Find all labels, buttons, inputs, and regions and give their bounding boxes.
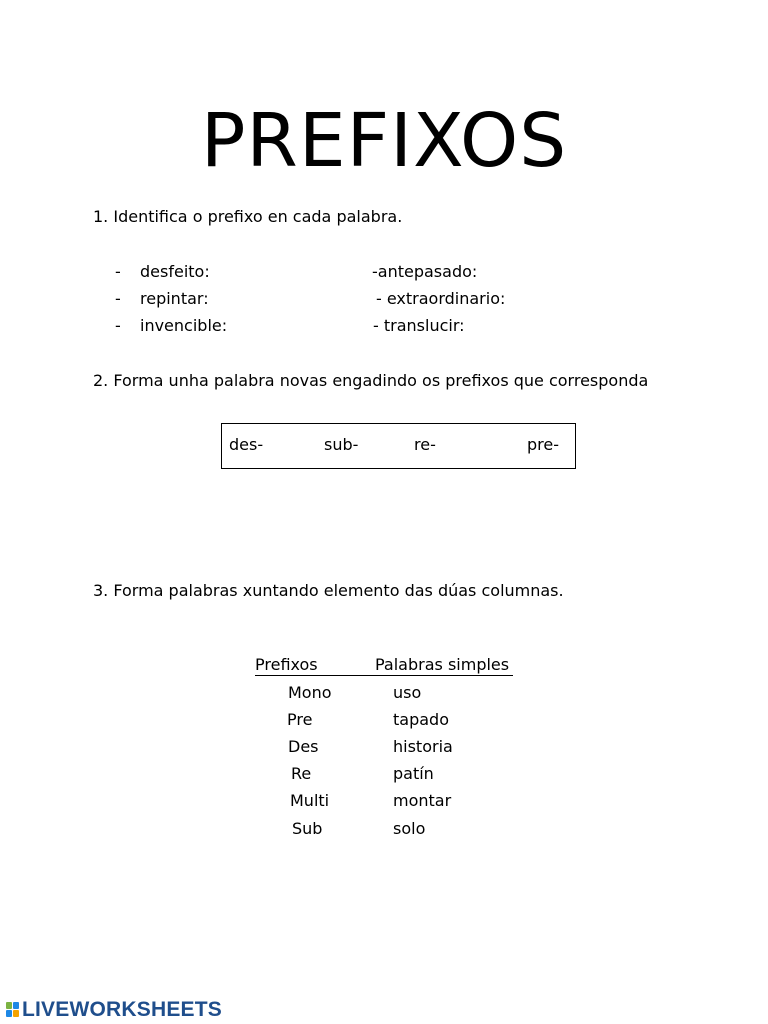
word-item: solo	[393, 819, 426, 838]
prefix-item: Multi	[290, 791, 330, 810]
prefix-item: Pre	[287, 710, 313, 729]
liveworksheets-logo-icon	[6, 1002, 20, 1018]
prefix-box	[221, 423, 576, 469]
column-header-words: Palabras simples	[375, 655, 510, 674]
bullet-dash: -	[115, 262, 121, 281]
prefix-option: des-	[229, 435, 264, 454]
bullet-dash: -	[115, 289, 121, 308]
prefix-option: sub-	[324, 435, 359, 454]
q1-left-word-1: desfeito:	[140, 262, 210, 281]
prefix-option: re-	[414, 435, 436, 454]
word-item: montar	[393, 791, 452, 810]
question-2: 2. Forma unha palabra novas engadindo os prefixos que corresponda	[93, 371, 649, 390]
header-underline	[255, 675, 513, 676]
q1-right-word-3: - translucir:	[373, 316, 465, 335]
column-header-prefixes: Prefixos	[255, 655, 318, 674]
question-1: 1. Identifica o prefixo en cada palabra.	[93, 207, 403, 226]
page-title: PREFIXOS	[200, 98, 568, 184]
word-item: uso	[393, 683, 422, 702]
q1-right-word-2: - extraordinario:	[376, 289, 506, 308]
footer-brand: LIVEWORKSHEETS	[22, 998, 222, 1021]
question-3: 3. Forma palabras xuntando elemento das dúas columnas.	[93, 581, 564, 600]
prefix-option: pre-	[527, 435, 559, 454]
word-item: tapado	[393, 710, 449, 729]
word-item: historia	[393, 737, 453, 756]
q1-right-word-1: -antepasado:	[372, 262, 478, 281]
q1-left-word-3: invencible:	[140, 316, 228, 335]
prefix-item: Des	[288, 737, 319, 756]
prefix-item: Mono	[288, 683, 332, 702]
prefix-item: Sub	[292, 819, 323, 838]
word-item: patín	[393, 764, 434, 783]
q1-left-word-2: repintar:	[140, 289, 209, 308]
bullet-dash: -	[115, 316, 121, 335]
prefix-item: Re	[291, 764, 312, 783]
